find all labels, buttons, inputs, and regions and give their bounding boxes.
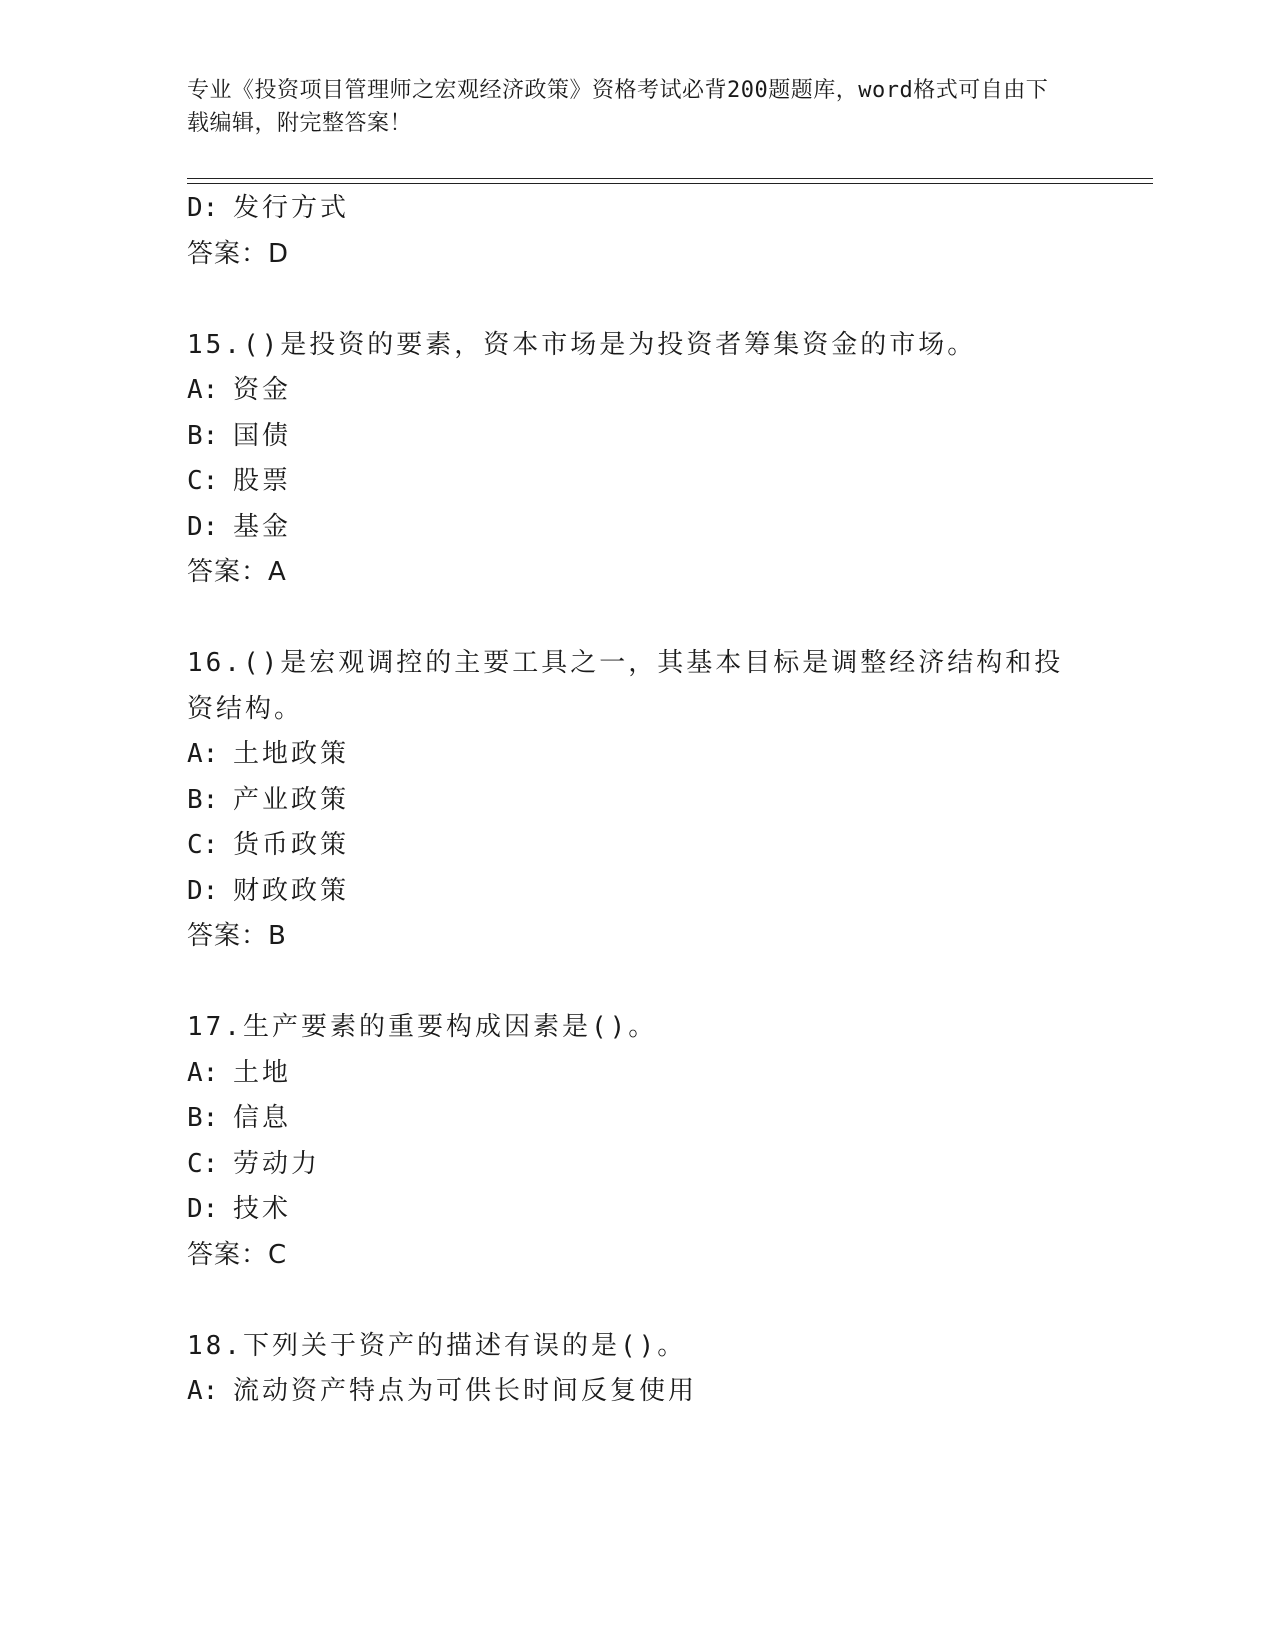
option-a	[187, 732, 1087, 778]
option-label: A:	[187, 375, 219, 405]
option-label: A:	[187, 1057, 219, 1088]
header-rule-top	[187, 178, 1153, 179]
question-stem: 17.生产要素的重要构成因素是()。	[187, 1012, 658, 1042]
option-label: D:	[187, 875, 219, 906]
spacer	[187, 596, 1087, 642]
document-body	[187, 186, 1087, 1415]
option-label: B:	[187, 420, 219, 451]
option-label: C:	[187, 1148, 219, 1179]
option-text: 流动资产特点为可供长时间反复使用	[233, 1376, 698, 1406]
option-label: D:	[187, 511, 219, 542]
header-rule-bottom	[187, 183, 1153, 184]
option-label: B:	[187, 1103, 219, 1133]
option-label: B:	[187, 784, 219, 815]
spacer	[187, 1278, 1087, 1324]
option-text: 国债	[233, 420, 292, 451]
question-stem: 16.()是宏观调控的主要工具之一，其基本目标是调整经济结构和投资结构。	[187, 648, 1064, 724]
option-b	[187, 1096, 1087, 1142]
option-b	[187, 414, 1087, 460]
option-text: 基金	[233, 511, 292, 542]
answer-line: 答案：B	[187, 921, 287, 951]
option-text: 劳动力	[233, 1148, 321, 1179]
document-header: 专业《投资项目管理师之宏观经济政策》资格考试必背200题题库，word格式可自由下载编辑，附完整答案！	[187, 78, 1049, 136]
option-text: 财政政策	[233, 875, 350, 906]
option-text: 技术	[233, 1194, 292, 1224]
option-text: 产业政策	[233, 784, 350, 815]
option-text: 股票	[233, 466, 292, 496]
option-label: C:	[187, 830, 219, 860]
option-text: 发行方式	[233, 193, 350, 223]
answer-line: 答案：A	[187, 557, 287, 587]
option-d	[187, 505, 1087, 551]
option-a	[187, 368, 1087, 414]
option-a	[187, 1051, 1087, 1097]
option-d	[187, 186, 1087, 232]
option-text: 信息	[233, 1103, 292, 1133]
option-c	[187, 459, 1087, 505]
option-c	[187, 1142, 1087, 1188]
option-d	[187, 869, 1087, 915]
option-c	[187, 823, 1087, 869]
option-label: D:	[187, 193, 219, 223]
option-a	[187, 1369, 1087, 1415]
option-text: 土地	[233, 1057, 292, 1088]
option-text: 土地政策	[233, 739, 350, 769]
option-text: 货币政策	[233, 830, 350, 860]
answer-line: 答案：D	[187, 238, 290, 269]
option-label: A:	[187, 1376, 219, 1406]
question-stem: 15.()是投资的要素，资本市场是为投资者筹集资金的市场。	[187, 329, 977, 360]
spacer	[187, 277, 1087, 323]
option-label: C:	[187, 466, 219, 496]
option-d	[187, 1187, 1087, 1233]
option-label: D:	[187, 1194, 219, 1224]
question-stem: 18.下列关于资产的描述有误的是()。	[187, 1330, 687, 1361]
spacer	[187, 960, 1087, 1006]
answer-line: 答案：C	[187, 1239, 288, 1270]
option-label: A:	[187, 739, 219, 769]
option-text: 资金	[233, 375, 292, 405]
option-b	[187, 778, 1087, 824]
